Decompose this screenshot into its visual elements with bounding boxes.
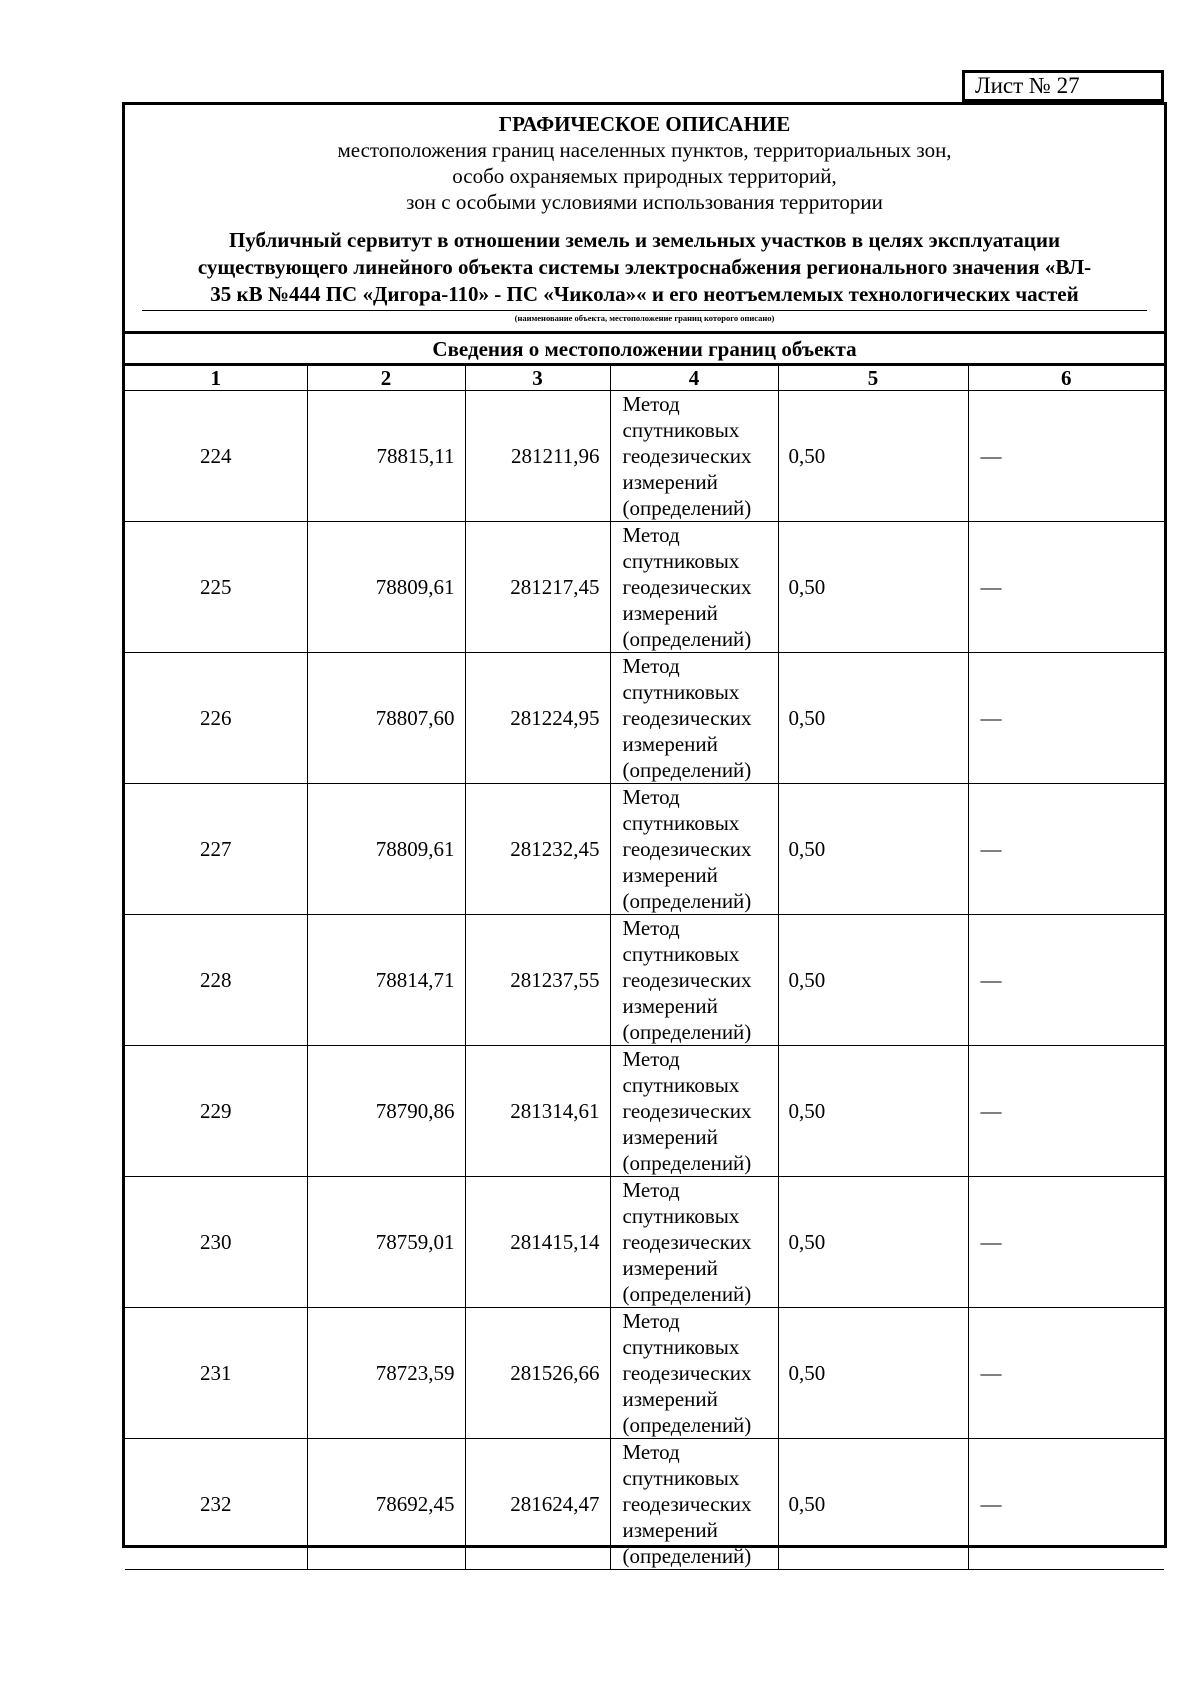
method-cell: Метод спутниковых геодезических измерений (определений) (610, 653, 778, 784)
object-name-line: 35 кВ №444 ПС «Дигора-110» - ПС «Чикола»« и его неотъемлемых технологических частей (210, 282, 1079, 306)
table-row (125, 1046, 1164, 1177)
coord-x: 78809,61 (307, 784, 465, 915)
note-cell: — (968, 653, 1164, 784)
coord-x: 78790,86 (307, 1046, 465, 1177)
accuracy-cell: 0,50 (778, 1046, 968, 1177)
column-header-row (125, 366, 1164, 391)
coord-x: 78814,71 (307, 915, 465, 1046)
method-cell: Метод спутниковых геодезических измерений (определений) (610, 915, 778, 1046)
method-cell: Метод спутниковых геодезических измерений (определений) (610, 1177, 778, 1308)
coordinates-table (125, 366, 1164, 1570)
accuracy-cell: 0,50 (778, 784, 968, 915)
coord-y: 281526,66 (465, 1308, 610, 1439)
column-header: 2 (307, 366, 465, 391)
note-cell: — (968, 1308, 1164, 1439)
table-row (125, 1439, 1164, 1570)
coord-y: 281415,14 (465, 1177, 610, 1308)
coord-y: 281211,96 (465, 391, 610, 522)
point-number: 227 (125, 784, 307, 915)
table-row (125, 391, 1164, 522)
underline-divider (142, 310, 1147, 311)
subtitle-line: местоположения границ населенных пунктов, территориальных зон, (337, 138, 952, 162)
column-header: 4 (610, 366, 778, 391)
column-header: 3 (465, 366, 610, 391)
note-cell: — (968, 915, 1164, 1046)
document-frame (122, 102, 1167, 1568)
coord-y: 281232,45 (465, 784, 610, 915)
coord-y: 281314,61 (465, 1046, 610, 1177)
note-cell: — (968, 391, 1164, 522)
accuracy-cell: 0,50 (778, 1439, 968, 1570)
coord-x: 78723,59 (307, 1308, 465, 1439)
table-row (125, 915, 1164, 1046)
coord-y: 281237,55 (465, 915, 610, 1046)
column-header: 5 (778, 366, 968, 391)
note-cell: — (968, 522, 1164, 653)
column-header: 6 (968, 366, 1164, 391)
table-row (125, 1177, 1164, 1308)
accuracy-cell: 0,50 (778, 1308, 968, 1439)
object-name-line: существующего линейного объекта системы электроснабжения регионального значения «ВЛ- (197, 255, 1092, 279)
method-cell: Метод спутниковых геодезических измерений (определений) (610, 391, 778, 522)
coord-x: 78815,11 (307, 391, 465, 522)
table-row (125, 653, 1164, 784)
method-cell: Метод спутниковых геодезических измерений (определений) (610, 1439, 778, 1570)
point-number: 229 (125, 1046, 307, 1177)
accuracy-cell: 0,50 (778, 915, 968, 1046)
note-cell: — (968, 1046, 1164, 1177)
point-number: 224 (125, 391, 307, 522)
subtitle-line: особо охраняемых природных территорий, (452, 164, 837, 188)
object-name-line: Публичный сервитут в отношении земель и земельных участков в целях эксплуатации (228, 228, 1061, 252)
object-caption: (наименование объекта, местоположение границ которого описано) (514, 313, 775, 323)
coord-y: 281624,47 (465, 1439, 610, 1570)
section-title: Сведения о местоположении границ объекта (125, 334, 1164, 366)
note-cell: — (968, 1177, 1164, 1308)
accuracy-cell: 0,50 (778, 653, 968, 784)
point-number: 231 (125, 1308, 307, 1439)
coord-y: 281224,95 (465, 653, 610, 784)
point-number: 228 (125, 915, 307, 1046)
note-cell: — (968, 784, 1164, 915)
coord-x: 78759,01 (307, 1177, 465, 1308)
column-header: 1 (125, 366, 307, 391)
table-row (125, 522, 1164, 653)
note-cell: — (968, 1439, 1164, 1570)
method-cell: Метод спутниковых геодезических измерений (определений) (610, 784, 778, 915)
point-number: 226 (125, 653, 307, 784)
method-cell: Метод спутниковых геодезических измерений (определений) (610, 1308, 778, 1439)
point-number: 232 (125, 1439, 307, 1570)
point-number: 225 (125, 522, 307, 653)
sheet-number: Лист № 27 (962, 70, 1164, 102)
coord-x: 78692,45 (307, 1439, 465, 1570)
document-title: ГРАФИЧЕСКОЕ ОПИСАНИЕ (498, 112, 791, 136)
method-cell: Метод спутниковых геодезических измерений (определений) (610, 1046, 778, 1177)
point-number: 230 (125, 1177, 307, 1308)
document-header (125, 105, 1164, 334)
subtitle-line: зон с особыми условиями использования территории (406, 190, 883, 214)
accuracy-cell: 0,50 (778, 522, 968, 653)
table-row (125, 1308, 1164, 1439)
accuracy-cell: 0,50 (778, 391, 968, 522)
table-row (125, 784, 1164, 915)
method-cell: Метод спутниковых геодезических измерений (определений) (610, 522, 778, 653)
coord-y: 281217,45 (465, 522, 610, 653)
coord-x: 78809,61 (307, 522, 465, 653)
coord-x: 78807,60 (307, 653, 465, 784)
object-name (125, 227, 1164, 308)
accuracy-cell: 0,50 (778, 1177, 968, 1308)
